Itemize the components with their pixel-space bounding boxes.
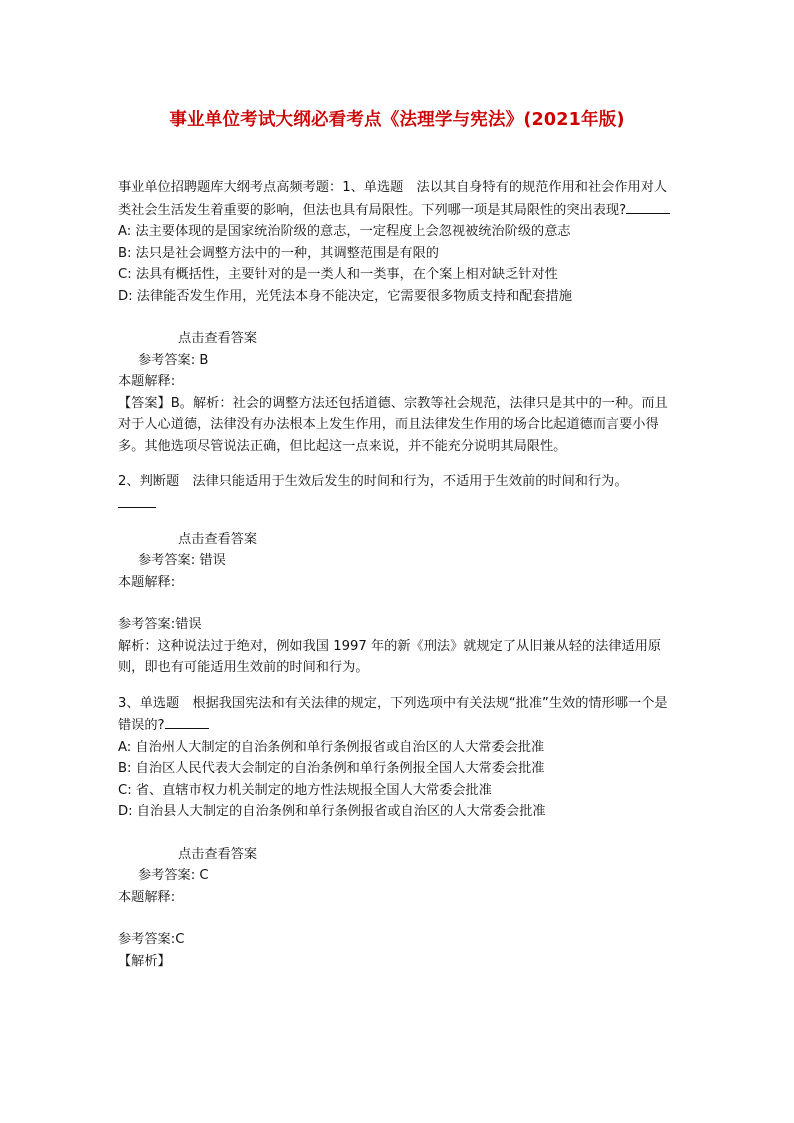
q1-option-d: D: 法律能否发生作用，光凭法本身不能决定，它需要很多物质支持和配套措施 — [118, 288, 572, 304]
q3-option-c: C: 省、直辖市权力机关制定的地方性法规报全国人大常委会批准 — [118, 782, 492, 798]
q1-view-answer-link[interactable]: 点击查看答案 — [178, 331, 258, 346]
document-title: 事业单位考试大纲必看考点《法理学与宪法》(2021年版) — [169, 110, 625, 130]
q3-explanation-tag: 【解析】 — [118, 953, 171, 969]
q2-answer-repeat: 参考答案:错误 — [118, 617, 202, 632]
intro-text: 事业单位招聘题库大纲考点高频考题： — [118, 180, 343, 195]
q3-answer-repeat: 参考答案:C — [118, 932, 185, 947]
q3-option-a: A: 自治州人大制定的自治条例和单行条例报省或自治区的人大常委会批准 — [118, 739, 545, 755]
answer-blank — [626, 199, 670, 214]
q1-option-c: C: 法具有概括性，主要针对的是一类人和一类事，在个案上相对缺乏针对性 — [118, 267, 558, 282]
q3-explanation-label: 本题解释: — [118, 889, 176, 905]
q3-option-d: D: 自治县人大制定的自治条例和单行条例报省或自治区的人大常委会批准 — [118, 804, 546, 819]
q2-view-answer-link[interactable]: 点击查看答案 — [178, 531, 258, 547]
q2-explanation: 解析：这种说法过于绝对，例如我国 1997 年的新《刑法》就规定了从旧兼从轻的法律适用原则，即也有可能适用生效前的时间和行为。 — [118, 638, 662, 675]
answer-blank — [165, 714, 209, 729]
q1-option-a: A: 法主要体现的是国家统治阶级的意志，一定程度上会忽视被统治阶级的意志 — [118, 224, 571, 239]
q2-stem: 2、判断题 法律只能适用于生效后发生的时间和行为，不适用于生效前的时间和行为。 — [118, 474, 628, 489]
q3-reference-answer: 参考答案: C — [138, 868, 209, 883]
q1-explanation-tag: 【答案】 — [118, 395, 171, 411]
q1-stem: 1、单选题 法以其自身特有的规范作用和社会作用对人类社会生活发生着重要的影响，但法也具有局限性。下列哪一项是其局限性的突出表现? — [118, 180, 668, 218]
document-body — [118, 177, 678, 972]
q3-view-answer-link[interactable]: 点击查看答案 — [178, 846, 258, 862]
q1-stem-block — [118, 177, 678, 221]
q3-stem: 3、单选题 根据我国宪法和有关法律的规定，下列选项中有关法规“批准”生效的情形哪一个是错误的? — [118, 695, 668, 733]
q2-reference-answer: 参考答案: 错误 — [138, 553, 226, 568]
q1-option-b: B: 法只是社会调整方法中的一种，其调整范围是有限的 — [118, 245, 439, 261]
q2-explanation-label: 本题解释: — [118, 574, 176, 590]
answer-blank — [118, 493, 156, 508]
q1-explanation-text: B。解析：社会的调整方法还包括道德、宗教等社会规范，法律只是其中的一种。而且对于人心道德，法律没有办法根本上发生作用，而且法律发生作用的场合比起道德而言要小得多。其他选项尽管说法正确，但比起这一点来说，并不能充分说明其局限性。 — [118, 395, 668, 454]
q3-option-b: B: 自治区人民代表大会制定的自治条例和单行条例报全国人大常委会批准 — [118, 761, 545, 776]
q3-stem-block — [118, 693, 678, 737]
q1-explanation — [118, 393, 678, 458]
q1-reference-answer: 参考答案: B — [138, 352, 209, 368]
q1-explanation-label: 本题解释: — [118, 374, 176, 389]
